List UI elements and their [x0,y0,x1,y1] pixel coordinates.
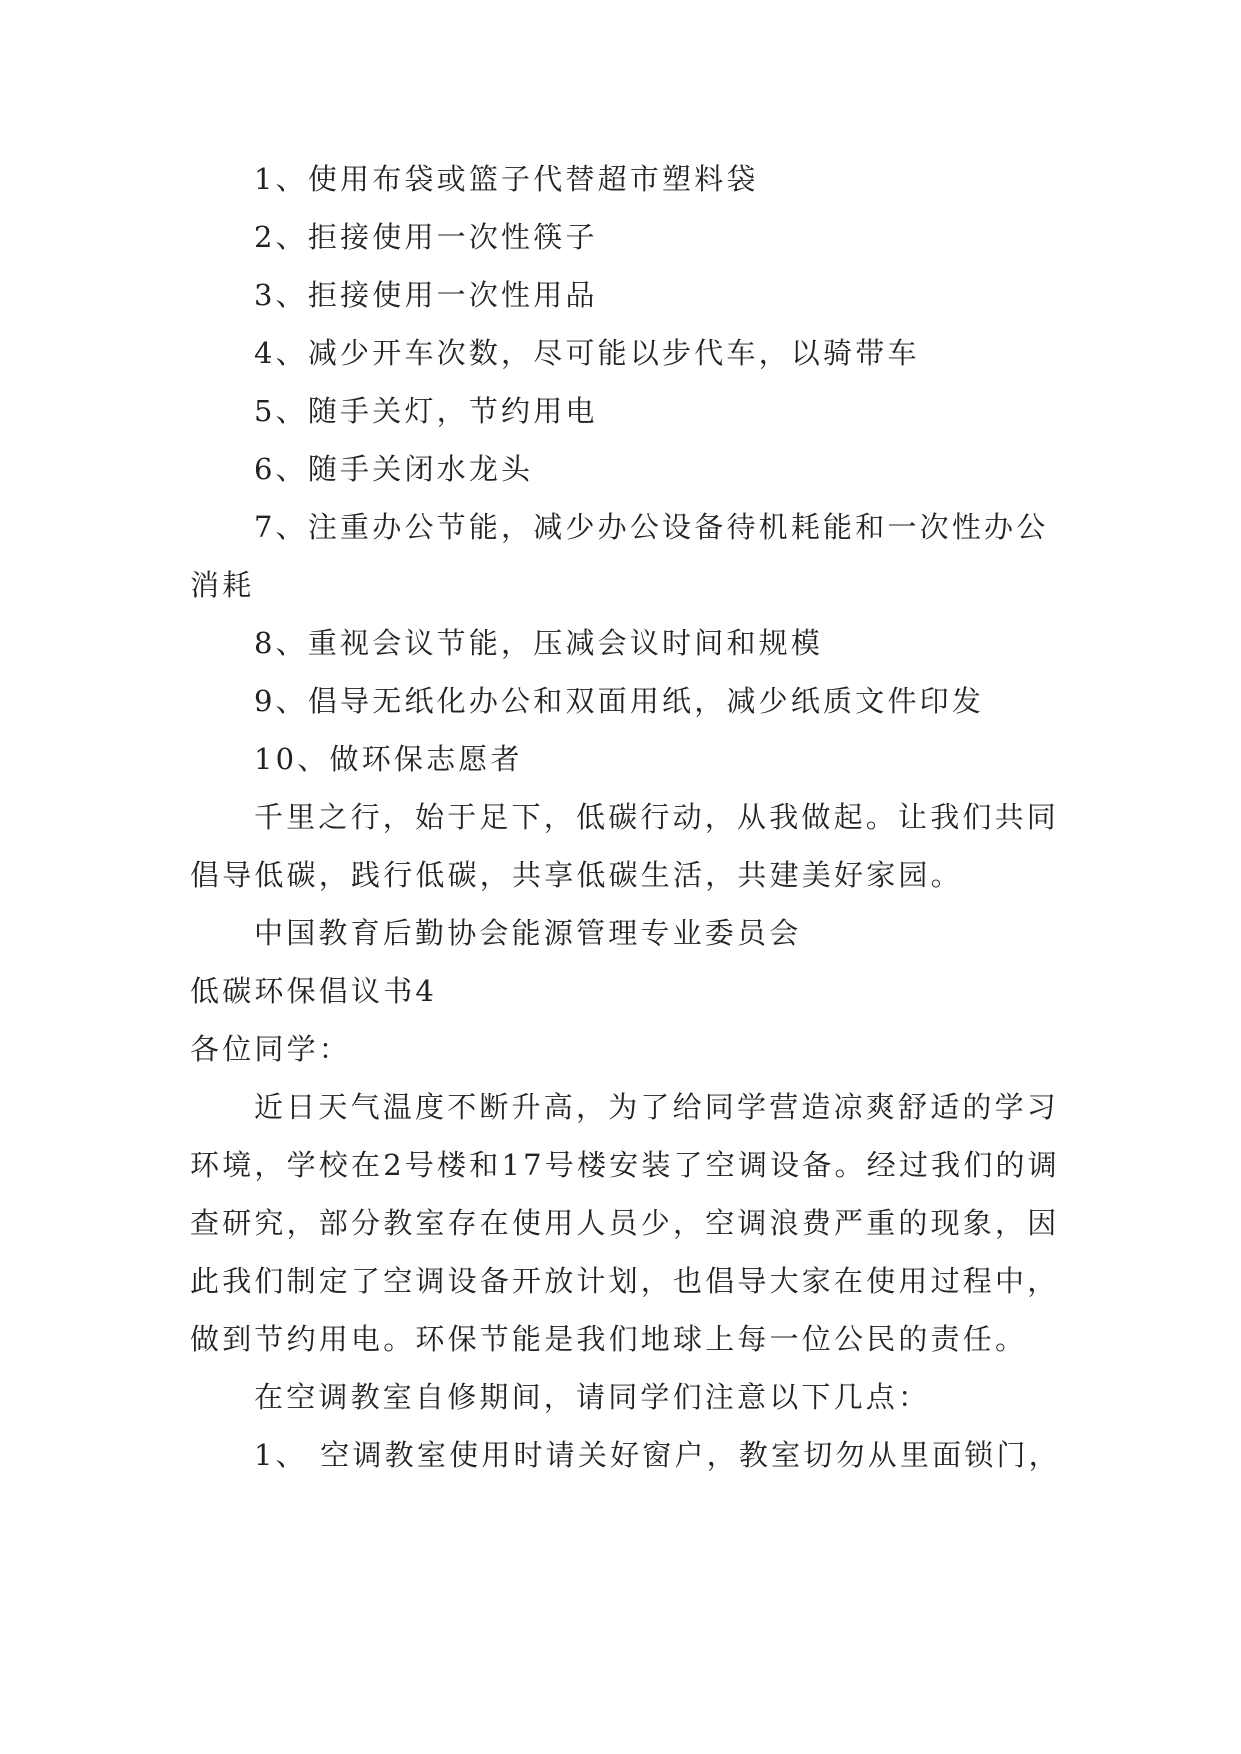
list-item: 7、注重办公节能，减少办公设备待机耗能和一次性办公消耗 [190,510,1049,602]
closing-paragraph: 千里之行，始于足下，低碳行动，从我做起。让我们共同倡导低碳，践行低碳，共享低碳生活，共建美好家园。 [190,800,1060,892]
list-item: 1、使用布袋或篮子代替超市塑料袋 [254,162,759,196]
document-page [190,150,1062,1484]
notice-intro: 在空调教室自修期间，请同学们注意以下几点： [254,1380,931,1414]
intro-paragraph: 近日天气温度不断升高，为了给同学营造凉爽舒适的学习环境，学校在2号楼和17号楼安装了空调设备。经过我们的调查研究，部分教室存在使用人员少，空调浪费严重的现象，因此我们制定了空调设备开放计划，也倡导大家在使用过程中，做到节约用电。环保节能是我们地球上每一位公民的责任。 [190,1090,1060,1356]
section-title: 低碳环保倡议书4 [190,974,438,1008]
list-item: 2、拒接使用一次性筷子 [254,220,598,254]
notice-item: 1、 空调教室使用时请关好窗户，教室切勿从里面锁门， [254,1438,1061,1472]
signature: 中国教育后勤协会能源管理专业委员会 [254,916,802,950]
list-item: 9、倡导无纸化办公和双面用纸，减少纸质文件印发 [254,684,985,718]
list-item: 5、随手关灯，节约用电 [254,394,598,428]
list-item: 4、减少开车次数，尽可能以步代车，以骑带车 [254,336,920,370]
list-item: 6、随手关闭水龙头 [254,452,534,486]
list-item: 3、拒接使用一次性用品 [254,278,598,312]
greeting: 各位同学： [190,1032,352,1066]
list-item: 8、重视会议节能，压减会议时间和规模 [254,626,824,660]
list-item: 10、做环保志愿者 [254,742,523,776]
